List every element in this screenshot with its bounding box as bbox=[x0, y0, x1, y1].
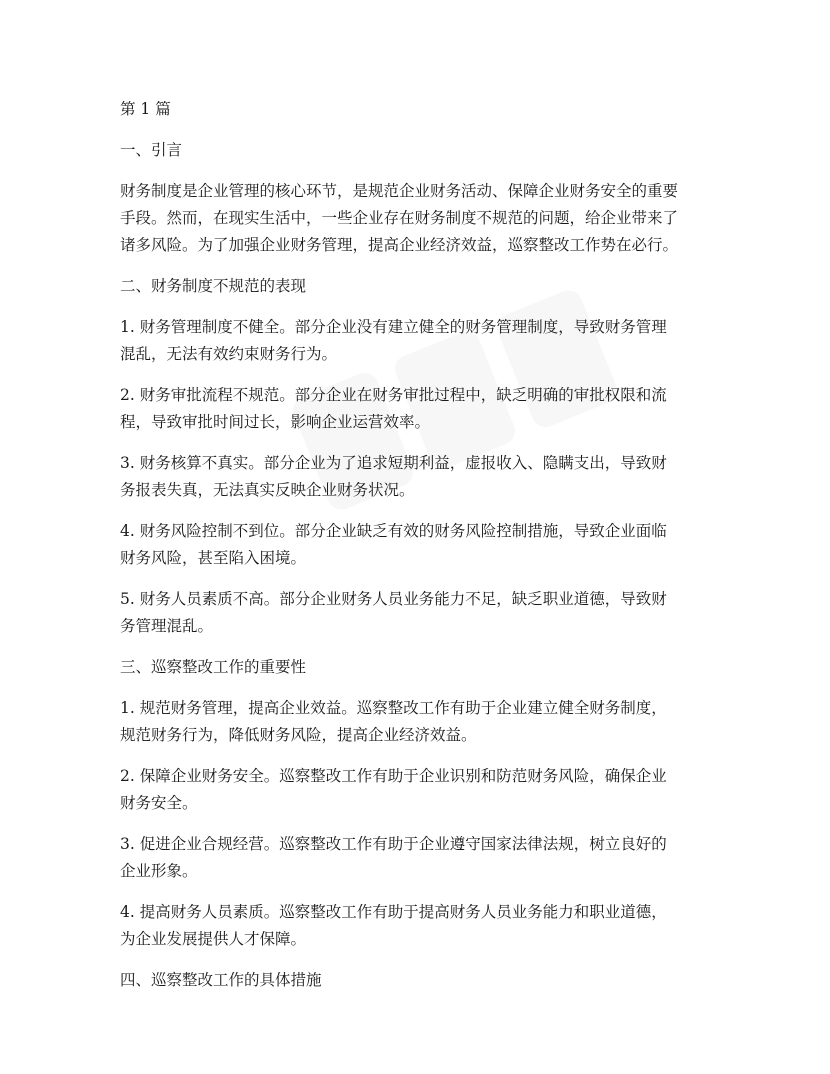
paragraph bbox=[120, 314, 720, 368]
text-line: 务报表失真，无法真实反映企业财务状况。 bbox=[120, 481, 415, 499]
paragraph bbox=[120, 831, 720, 885]
section-heading bbox=[120, 273, 720, 300]
document-body bbox=[120, 137, 720, 994]
text-line: 4. 财务风险控制不到位。部分企业缺乏有效的财务风险控制措施，导致企业面临 bbox=[120, 522, 667, 540]
text-line: 1. 财务管理制度不健全。部分企业没有建立健全的财务管理制度，导致财务管理 bbox=[120, 318, 667, 336]
text-line: 一、引言 bbox=[120, 141, 183, 159]
text-line: 财务制度是企业管理的核心环节，是规范企业财务活动、保障企业财务安全的重要 bbox=[120, 182, 679, 200]
text-line: 1. 规范财务管理，提高企业效益。巡察整改工作有助于企业建立健全财务制度， bbox=[120, 699, 667, 717]
paragraph bbox=[120, 899, 720, 953]
document-page bbox=[120, 96, 720, 1008]
text-line: 诸多风险。为了加强企业财务管理，提高企业经济效益，巡察整改工作势在必行。 bbox=[120, 236, 679, 254]
text-line: 混乱，无法有效约束财务行为。 bbox=[120, 345, 338, 363]
section-heading bbox=[120, 967, 720, 994]
section-heading bbox=[120, 654, 720, 681]
text-line: 3. 促进企业合规经营。巡察整改工作有助于企业遵守国家法律法规，树立良好的 bbox=[120, 835, 667, 853]
paragraph bbox=[120, 763, 720, 817]
text-line: 为企业发展提供人才保障。 bbox=[120, 930, 307, 948]
text-line: 手段。然而，在现实生活中，一些企业存在财务制度不规范的问题，给企业带来了 bbox=[120, 209, 679, 227]
text-line: 程，导致审批时间过长，影响企业运营效率。 bbox=[120, 413, 431, 431]
paragraph bbox=[120, 518, 720, 572]
text-line: 财务安全。 bbox=[120, 794, 198, 812]
text-line: 企业形象。 bbox=[120, 862, 198, 880]
text-line: 2. 保障企业财务安全。巡察整改工作有助于企业识别和防范财务风险，确保企业 bbox=[120, 767, 667, 785]
paragraph bbox=[120, 695, 720, 749]
paragraph bbox=[120, 178, 720, 259]
document-title: 第 1 篇 bbox=[120, 100, 171, 118]
text-line: 4. 提高财务人员素质。巡察整改工作有助于提高财务人员业务能力和职业道德， bbox=[120, 903, 667, 921]
text-line: 二、财务制度不规范的表现 bbox=[120, 277, 307, 295]
text-line: 四、巡察整改工作的具体措施 bbox=[120, 971, 322, 989]
text-line: 三、巡察整改工作的重要性 bbox=[120, 658, 307, 676]
text-line: 3. 财务核算不真实。部分企业为了追求短期利益，虚报收入、隐瞒支出，导致财 bbox=[120, 454, 667, 472]
section-heading bbox=[120, 137, 720, 164]
text-line: 财务风险，甚至陷入困境。 bbox=[120, 549, 307, 567]
text-line: 务管理混乱。 bbox=[120, 617, 214, 635]
paragraph bbox=[120, 586, 720, 640]
text-line: 2. 财务审批流程不规范。部分企业在财务审批过程中，缺乏明确的审批权限和流 bbox=[120, 386, 667, 404]
paragraph bbox=[120, 450, 720, 504]
text-line: 规范财务行为，降低财务风险，提高企业经济效益。 bbox=[120, 726, 477, 744]
paragraph bbox=[120, 382, 720, 436]
text-line: 5. 财务人员素质不高。部分企业财务人员业务能力不足，缺乏职业道德，导致财 bbox=[120, 590, 667, 608]
